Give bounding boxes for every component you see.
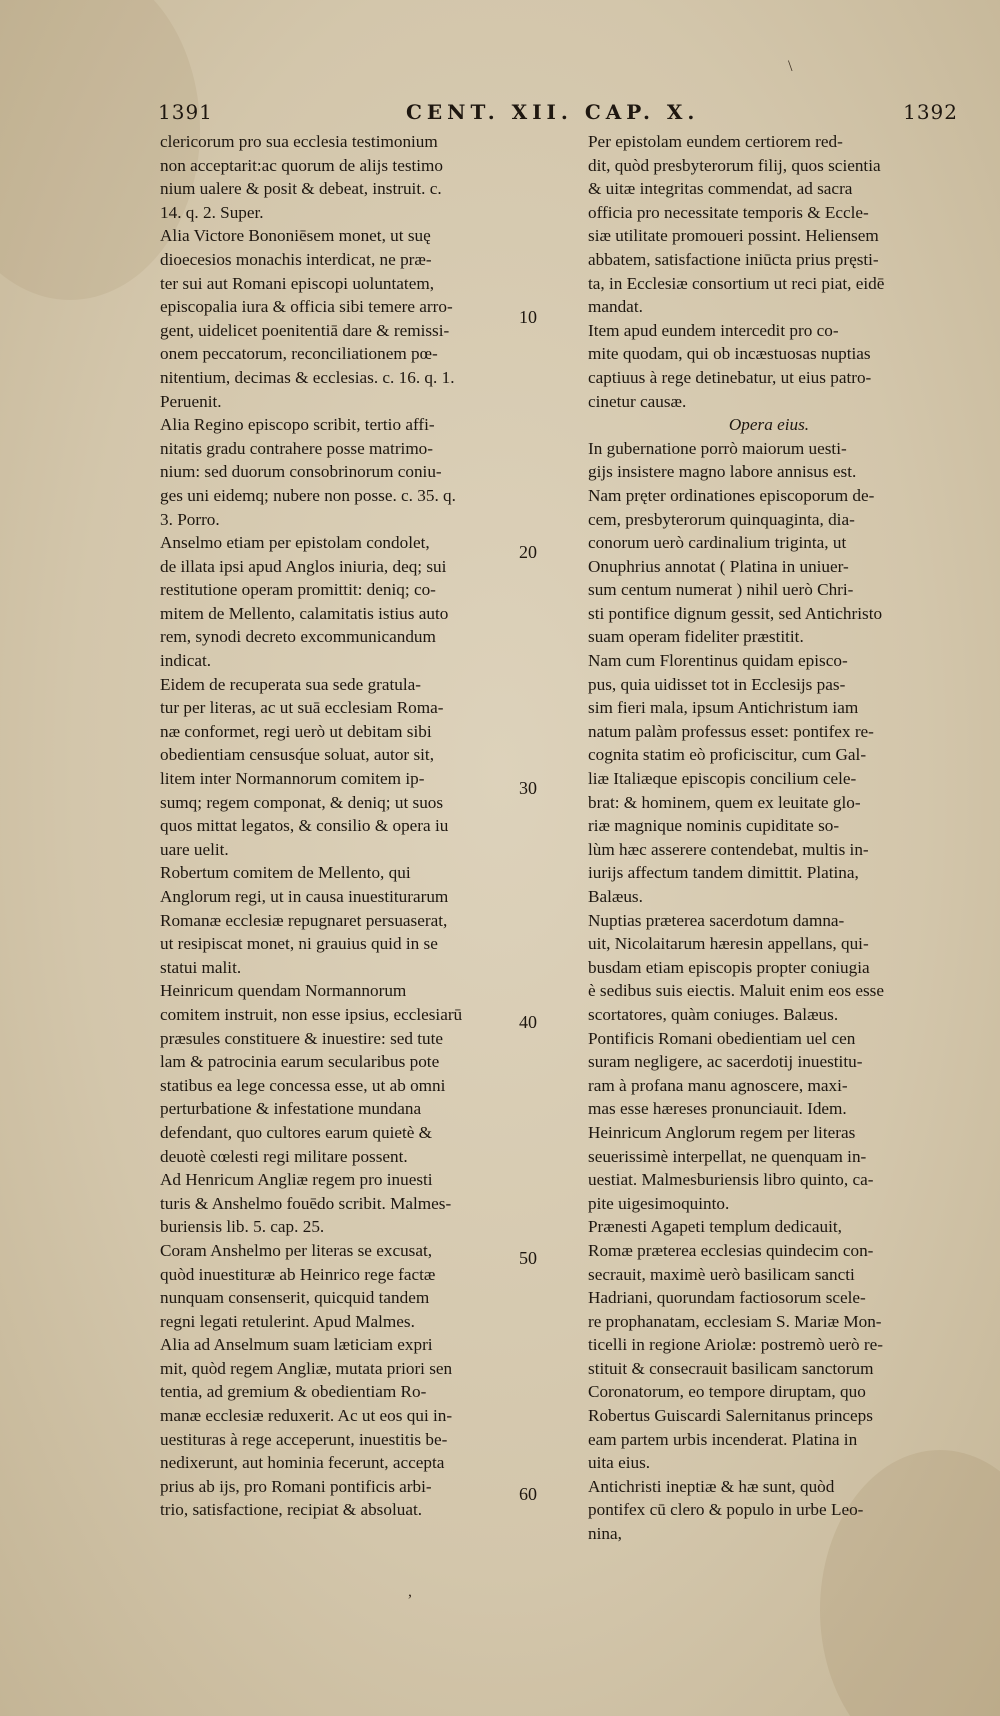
text-line: lam & patrocinia earum secularibus pote (160, 1052, 440, 1072)
text-line: nedixerunt, aut hominia fecerunt, accepta (160, 1453, 445, 1473)
text-line: mit, quòd regem Angliæ, mutata priori sen (160, 1358, 453, 1378)
text-line: Peruenit. (160, 391, 222, 411)
text-line: brat: & hominem, quem ex leuitate glo- (588, 792, 861, 812)
text-line: deuotè cœlesti regi militare possent. (160, 1146, 408, 1166)
text-line: Ad Henricum Angliæ regem pro inuesti (160, 1170, 433, 1190)
text-line: pontifex cū clero & populo in urbe Leo- (588, 1500, 864, 1520)
text-line: quos mittat legatos, & consilio & opera iu (160, 816, 449, 836)
line-number: 40 (519, 1012, 537, 1032)
page-number-right: 1392 (903, 100, 958, 124)
text-line: præsules constituere & inuestire: sed tute (160, 1028, 444, 1048)
line-number: 50 (519, 1248, 537, 1268)
text-line: re prophanatam, ecclesiam S. Mariæ Mon- (588, 1311, 882, 1331)
text-line: lùm hæc asserere contendebat, multis in- (588, 839, 869, 859)
stray-mark: \ (788, 58, 793, 75)
text-line: Romæ præterea ecclesias quindecim con- (588, 1240, 874, 1260)
text-line: busdam etiam episcopis propter coniugia (588, 957, 870, 977)
text-line: ta, in Ecclesiæ consortium ut reci piat, eidē (588, 273, 885, 293)
text-line: siæ utilitate promoueri possint. Heliensem (588, 226, 879, 246)
text-line: suam operam fideliter præstitit. (588, 627, 804, 647)
text-line: Prænesti Agapeti templum dedicauit, (588, 1217, 842, 1237)
text-line: Nam cum Florentinus quidam episco- (588, 651, 848, 671)
text-line: ticelli in regione Ariolæ: postremò uerò re- (588, 1335, 883, 1355)
text-line: In gubernatione porrò maiorum uesti- (588, 438, 847, 458)
text-line: Balæus. (588, 887, 643, 906)
text-line: sum centum numerat ) nihil uerò Chri- (588, 580, 854, 600)
text-line: episcopalia iura & officia sibi temere arro- (160, 297, 453, 317)
line-number: 10 (519, 307, 537, 327)
text-line: Item apud eundem intercedit pro co- (588, 320, 839, 340)
text-line: statui malit. (160, 957, 242, 977)
text-line: uit, Nicolaitarum hæresin appellans, qui- (588, 934, 869, 954)
text-line: scortatores, quàm coniuges. Balæus. (588, 1004, 839, 1024)
text-line: ut resipiscat monet, ni grauius quid in se (160, 934, 438, 954)
text-line: mas esse hæreses pronunciauit. Idem. (588, 1099, 847, 1119)
text-line: nitentium, decimas & ecclesias. c. 16. q. 1. (160, 367, 455, 387)
text-line: sumq; regem componat, & deniq; ut suos (160, 792, 444, 812)
text-line: suram negligere, ac sacerdotij inuestitu- (588, 1052, 863, 1072)
text-line: gijs insistere magno labore annisus est. (588, 462, 857, 482)
text-line: ram à profana manu agnoscere, maxi- (588, 1075, 848, 1095)
text-line: pite uigesimoquinto. (588, 1193, 730, 1213)
text-line: tur per literas, ac ut suā ecclesiam Roma- (160, 698, 444, 718)
text-line: Heinricum quendam Normannorum (160, 981, 407, 1001)
text-line: restitutione operam promittit: deniq; co- (160, 580, 436, 600)
text-line: mite quodam, qui ob incæstuosas nuptias (588, 344, 871, 364)
text-line: abbatem, satisfactione iniūcta prius pręsti- (588, 249, 879, 269)
text-line: nium: sed duorum consobrinorum coniu- (160, 462, 442, 482)
text-line: Per epistolam eundem certiorem red- (588, 132, 843, 151)
line-number: 60 (519, 1484, 537, 1504)
page-number-left: 1391 (158, 100, 213, 124)
text-line: ges uni eidemq; nubere non posse. c. 35. q. (160, 485, 456, 505)
text-line: prius ab ijs, pro Romani pontificis arbi- (160, 1476, 432, 1496)
text-line: perturbatione & infestatione mundana (160, 1099, 422, 1119)
text-line: Eidem de recuperata sua sede gratula- (160, 674, 422, 694)
text-line: sti pontifice dignum gessit, sed Antichristo (588, 603, 883, 623)
text-line: cognita statim eò proficiscitur, cum Gal- (588, 745, 867, 765)
text-line: iurijs affectum tandem dimittit. Platina, (588, 863, 859, 883)
text-line: clericorum pro sua ecclesia testimonium (160, 132, 438, 151)
text-line: uare uelit. (160, 839, 229, 859)
text-line: captiuus à rege detinebatur, ut eius patro- (588, 367, 872, 387)
text-line: conorum uerò cardinalium triginta, ut (588, 533, 847, 553)
line-number: 30 (519, 778, 537, 798)
text-line: tentia, ad gremium & obedientiam Ro- (160, 1382, 427, 1402)
text-line: uestiat. Malmesburiensis libro quinto, ca- (588, 1170, 874, 1190)
text-line: Robertum comitem de Mellento, qui (160, 863, 411, 883)
text-line: officia pro necessitate temporis & Eccle- (588, 202, 869, 222)
text-line: eam partem urbis incenderat. Platina in (588, 1429, 858, 1449)
text-line: non acceptarit:ac quorum de alijs testimo (160, 155, 444, 175)
text-line: natum palàm professus esset: pontifex re- (588, 721, 874, 741)
text-line: de illata ipsi apud Anglos iniuria, deq; sui (160, 556, 447, 576)
right-text-column (588, 130, 950, 1546)
text-line: Alia Regino episcopo scribit, tertio affi- (160, 415, 435, 435)
text-line: Nuptias præterea sacerdotum damna- (588, 910, 845, 930)
text-line: Anglorum regi, ut in causa inuestiturarum (160, 887, 449, 906)
text-line: rem, synodi decreto excommunicandum (160, 627, 436, 647)
running-head-title: CENT. XII. CAP. X. (406, 100, 700, 124)
text-line: nunquam consenserit, quicquid tandem (160, 1288, 430, 1308)
text-line: 3. Porro. (160, 509, 220, 529)
text-line: Pontificis Romani obedientiam uel cen (588, 1028, 856, 1048)
text-line: comitem instruit, non esse ipsius, ecclesiarū (160, 1004, 463, 1024)
text-line: Robertus Guiscardi Salernitanus princeps (588, 1406, 873, 1426)
text-line: næ conformet, regi uerò ut debitam sibi (160, 721, 432, 741)
text-line: & uitæ integritas commendat, ad sacra (588, 179, 853, 199)
text-line: Romanæ ecclesiæ repugnaret persuaserat, (160, 910, 448, 930)
text-line: nina, (588, 1524, 622, 1544)
text-line: è sedibus suis eiectis. Maluit enim eos esse (588, 981, 884, 1001)
stray-mark: , (408, 1583, 412, 1600)
text-line: turis & Anshelmo fouēdo scribit. Malmes- (160, 1193, 452, 1213)
text-line: 14. q. 2. Super. (160, 202, 264, 222)
text-line: Antichristi ineptiæ & hæ sunt, quòd (588, 1476, 835, 1496)
text-line: Anselmo etiam per epistolam condolet, (160, 533, 430, 553)
text-line: cinetur causæ. (588, 391, 687, 411)
text-line: trio, satisfactione, recipiat & absoluat. (160, 1500, 423, 1520)
text-line: uita eius. (588, 1453, 651, 1473)
text-line: litem inter Normannorum comitem ip- (160, 769, 425, 789)
text-line: ter sui aut Romani episcopi uoluntatem, (160, 273, 434, 293)
text-line: statibus ea lege concessa esse, ut ab omni (160, 1075, 446, 1095)
left-text-column (160, 130, 520, 1522)
text-line: onem peccatorum, reconciliationem pœ- (160, 344, 438, 364)
text-line: Heinricum Anglorum regem per literas (588, 1122, 856, 1142)
text-line: Coronatorum, eo tempore diruptam, quo (588, 1382, 866, 1402)
text-line: seuerissimè interpellat, ne quenquam in- (588, 1146, 867, 1166)
text-line: quòd inuestituræ ab Heinrico rege factæ (160, 1264, 436, 1284)
text-line: riæ magnique nominis cupiditate so- (588, 816, 840, 836)
text-line: obedientiam censusq́ue soluat, autor sit, (160, 745, 434, 765)
text-line: gent, uidelicet poenitentiā dare & remissi- (160, 320, 450, 340)
text-line: defendant, quo cultores earum quietè & (160, 1122, 433, 1142)
text-line: pus, quia uidisset tot in Ecclesijs pas- (588, 674, 846, 694)
text-line: Onuphrius annotat ( Platina in uniuer- (588, 556, 849, 576)
text-line: dit, quòd presbyterorum filij, quos scientia (588, 155, 881, 175)
text-line: nitatis gradu contrahere posse matrimo- (160, 438, 434, 458)
text-line: indicat. (160, 651, 212, 671)
line-number: 20 (519, 542, 537, 562)
text-line: uestituras à rege acceperunt, inuestitis be- (160, 1429, 448, 1449)
text-line: sim fieri mala, ipsum Antichristum iam (588, 698, 859, 718)
text-line: dioecesios monachis interdicat, ne præ- (160, 249, 432, 269)
text-line: cem, presbyterorum quinquaginta, dia- (588, 509, 855, 529)
text-line: Nam pręter ordinationes episcoporum de- (588, 485, 875, 505)
text-line: stituit & consecrauit basilicam sanctorum (588, 1358, 874, 1378)
text-line: regni legati retulerint. Apud Malmes. (160, 1311, 415, 1331)
text-line: Alia Victore Bononiēsem monet, ut suę (160, 226, 431, 246)
text-line: Coram Anshelmo per literas se excusat, (160, 1240, 433, 1260)
section-heading: Opera eius. (728, 415, 810, 435)
text-line: Hadriani, quorundam factiosorum scele- (588, 1288, 866, 1308)
text-line: Alia ad Anselmum suam læticiam expri (160, 1335, 433, 1355)
text-line: secrauit, maximè uerò basilicam sancti (588, 1264, 855, 1284)
text-line: mitem de Mellento, calamitatis istius auto (160, 603, 449, 623)
text-line: nium ualere & posit & debeat, instruit. c. (160, 179, 442, 199)
text-line: mandat. (588, 297, 643, 317)
text-line: liæ Italiæque episcopis concilium cele- (588, 769, 857, 789)
text-line: manæ ecclesiæ reduxerit. Ac ut eos qui in- (160, 1406, 453, 1426)
text-line: buriensis lib. 5. cap. 25. (160, 1217, 325, 1237)
